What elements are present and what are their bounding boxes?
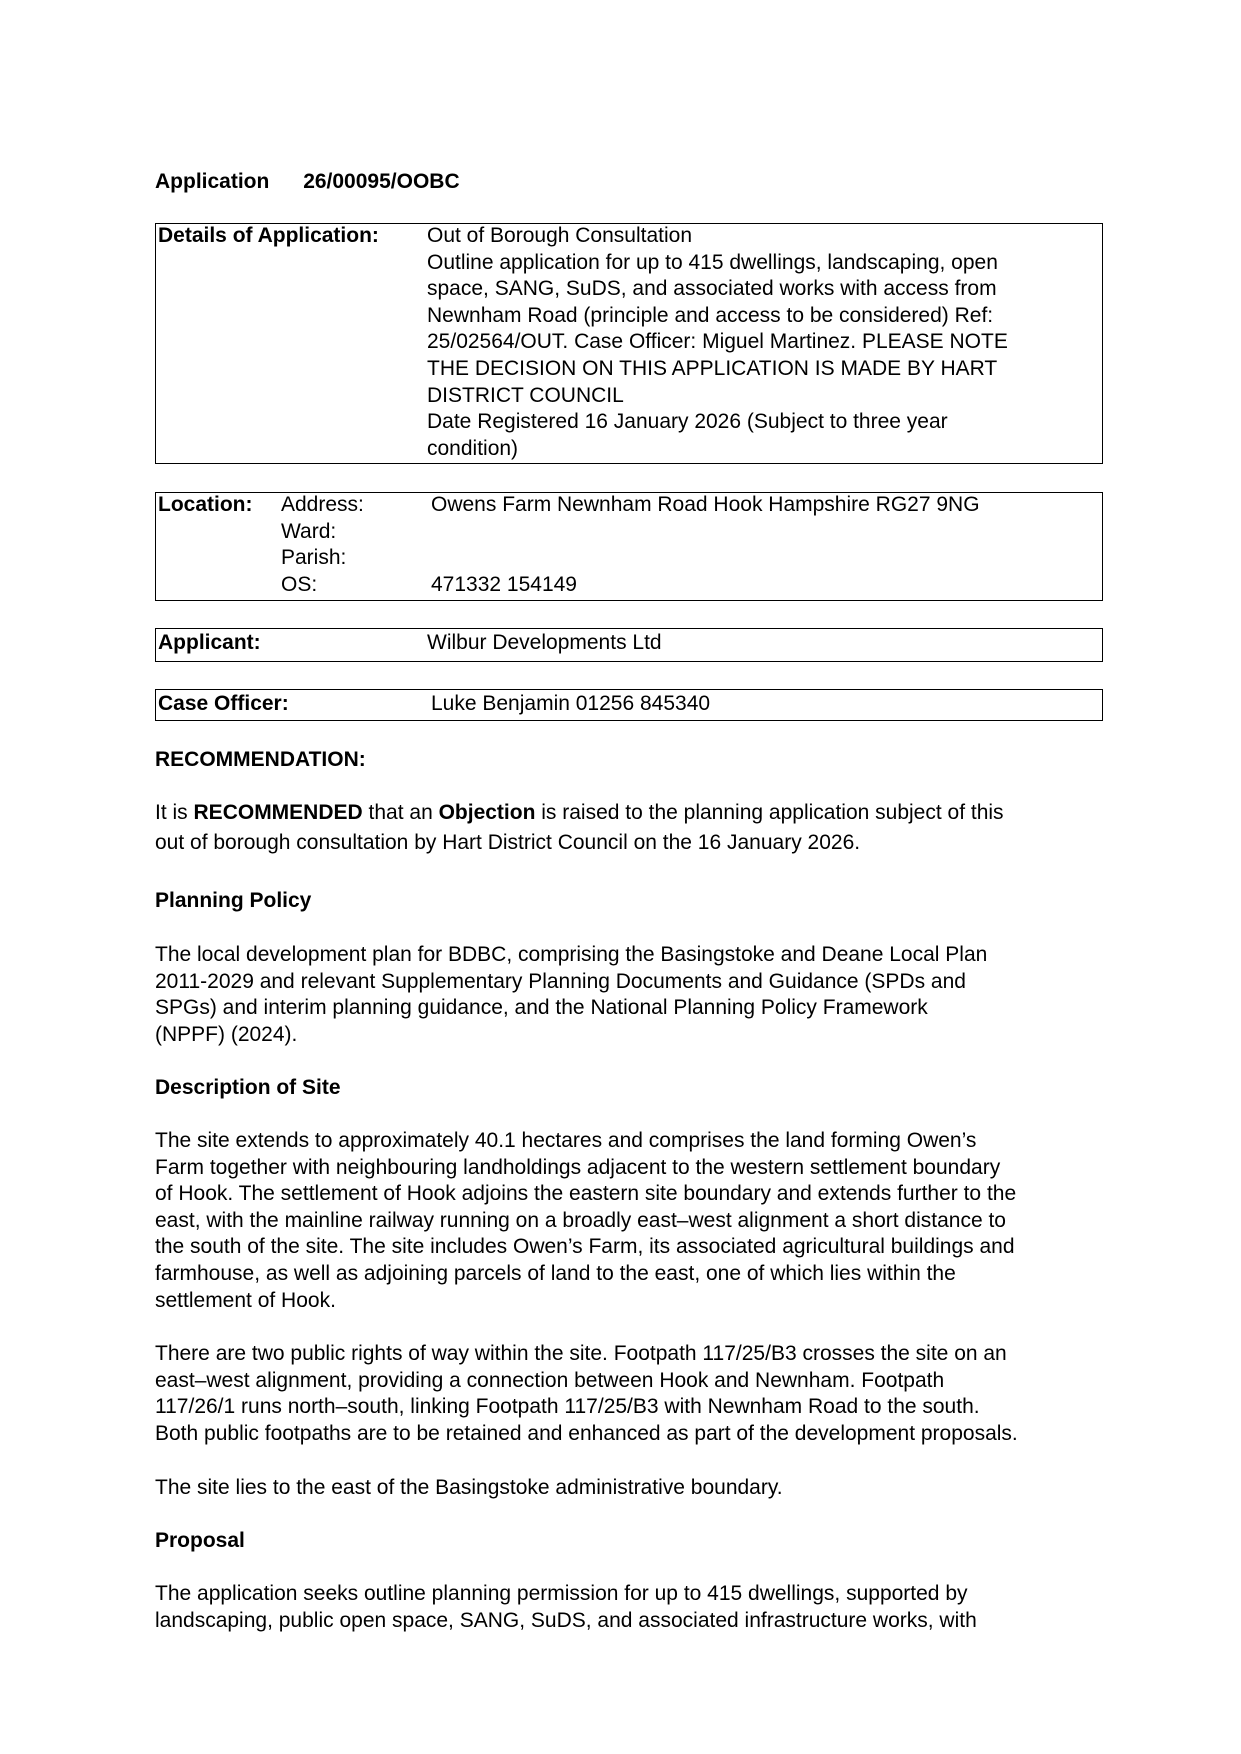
application-number: 26/00095/OOBC — [303, 170, 460, 193]
site-para-1 — [155, 1128, 1016, 1314]
site-line: the south of the site. The site includes Owen’s Farm, its associated agricultural buildings and — [155, 1235, 1015, 1259]
address-label: Address: — [281, 493, 364, 516]
details-line: Newnham Road (principle and access to be considered) Ref: — [427, 303, 994, 327]
application-heading — [155, 170, 460, 194]
details-line: DISTRICT COUNCIL — [427, 383, 624, 407]
site-line: There are two public rights of way within the site. Footpath 117/25/B3 crosses the site on an — [155, 1342, 1007, 1365]
rec-objection: Objection — [438, 801, 536, 824]
recommendation-heading: RECOMMENDATION: — [155, 748, 366, 771]
location-field-labels — [281, 492, 364, 598]
case-officer-box — [155, 689, 1103, 721]
proposal-heading: Proposal — [155, 1529, 245, 1552]
os-label: OS: — [281, 572, 318, 596]
applicant-label: Applicant: — [158, 631, 261, 654]
case-officer-value: Luke Benjamin 01256 845340 — [431, 692, 711, 715]
site-line: of Hook. The settlement of Hook adjoins the eastern site boundary and extends further to the — [155, 1182, 1017, 1206]
rec-text: It is — [155, 801, 194, 824]
planning-policy-heading: Planning Policy — [155, 889, 312, 912]
site-line: east–west alignment, providing a connection between Hook and Newnham. Footpath — [155, 1368, 945, 1392]
details-box — [155, 223, 1103, 464]
details-line: THE DECISION ON THIS APPLICATION IS MADE BY HART — [427, 356, 998, 380]
ward-label: Ward: — [281, 519, 337, 543]
details-line: space, SANG, SuDS, and associated works with access from — [427, 277, 997, 301]
policy-line: SPGs) and interim planning guidance, and the National Planning Policy Framework — [155, 996, 928, 1020]
policy-line: (NPPF) (2024). — [155, 1022, 298, 1046]
details-label: Details of Application: — [158, 224, 379, 247]
site-para-2 — [155, 1341, 1018, 1447]
policy-line: 2011-2029 and relevant Supplementary Planning Documents and Guidance (SPDs and — [155, 969, 966, 993]
site-line: Farm together with neighbouring landholdings adjacent to the western settlement boundary — [155, 1155, 1001, 1179]
location-label: Location: — [158, 493, 253, 516]
policy-line: The local development plan for BDBC, comprising the Basingstoke and Deane Local Plan — [155, 943, 988, 966]
rec-text: that an — [362, 801, 439, 824]
applicant-value: Wilbur Developments Ltd — [427, 631, 662, 654]
applicant-box — [155, 628, 1103, 662]
address-value: Owens Farm Newnham Road Hook Hampshire RG27 9NG — [431, 493, 980, 516]
site-heading: Description of Site — [155, 1076, 341, 1099]
parish-label: Parish: — [281, 546, 347, 570]
details-line: Out of Borough Consultation — [427, 224, 693, 247]
rec-emphasis: RECOMMENDED — [193, 801, 363, 824]
site-line: 117/26/1 runs north–south, linking Footpath 117/25/B3 with Newnham Road to the south. — [155, 1395, 980, 1419]
details-line: 25/02564/OUT. Case Officer: Miguel Martinez. PLEASE NOTE — [427, 330, 1008, 354]
planning-policy-text — [155, 942, 987, 1048]
details-text — [427, 223, 1008, 462]
site-line: settlement of Hook. — [155, 1288, 336, 1312]
proposal-line: The application seeks outline planning permission for up to 415 dwellings, supported by — [155, 1582, 968, 1605]
location-box — [155, 492, 1103, 601]
site-line: east, with the mainline railway running on a broadly east–west alignment a short distance to — [155, 1208, 1006, 1232]
proposal-text — [155, 1581, 977, 1634]
site-line: The site extends to approximately 40.1 hectares and comprises the land forming Owen’s — [155, 1129, 977, 1152]
rec-text: is raised to the planning application subject of this — [535, 801, 1004, 824]
recommendation-text — [155, 800, 1004, 856]
rec-line: out of borough consultation by Hart District Council on the 16 January 2026. — [155, 830, 861, 854]
site-para-3: The site lies to the east of the Basingstoke administrative boundary. — [155, 1476, 783, 1499]
proposal-line: landscaping, public open space, SANG, SuDS, and associated infrastructure works, with — [155, 1608, 977, 1632]
site-line: Both public footpaths are to be retained and enhanced as part of the development proposals. — [155, 1421, 1018, 1445]
os-value: 471332 154149 — [431, 572, 577, 596]
details-line: condition) — [427, 436, 519, 460]
site-line: farmhouse, as well as adjoining parcels of land to the east, one of which lies within the — [155, 1261, 956, 1285]
application-label: Application — [155, 170, 270, 193]
details-line: Outline application for up to 415 dwellings, landscaping, open — [427, 250, 998, 274]
details-line: Date Registered 16 January 2026 (Subject to three year — [427, 410, 948, 434]
case-officer-label: Case Officer: — [158, 692, 289, 715]
